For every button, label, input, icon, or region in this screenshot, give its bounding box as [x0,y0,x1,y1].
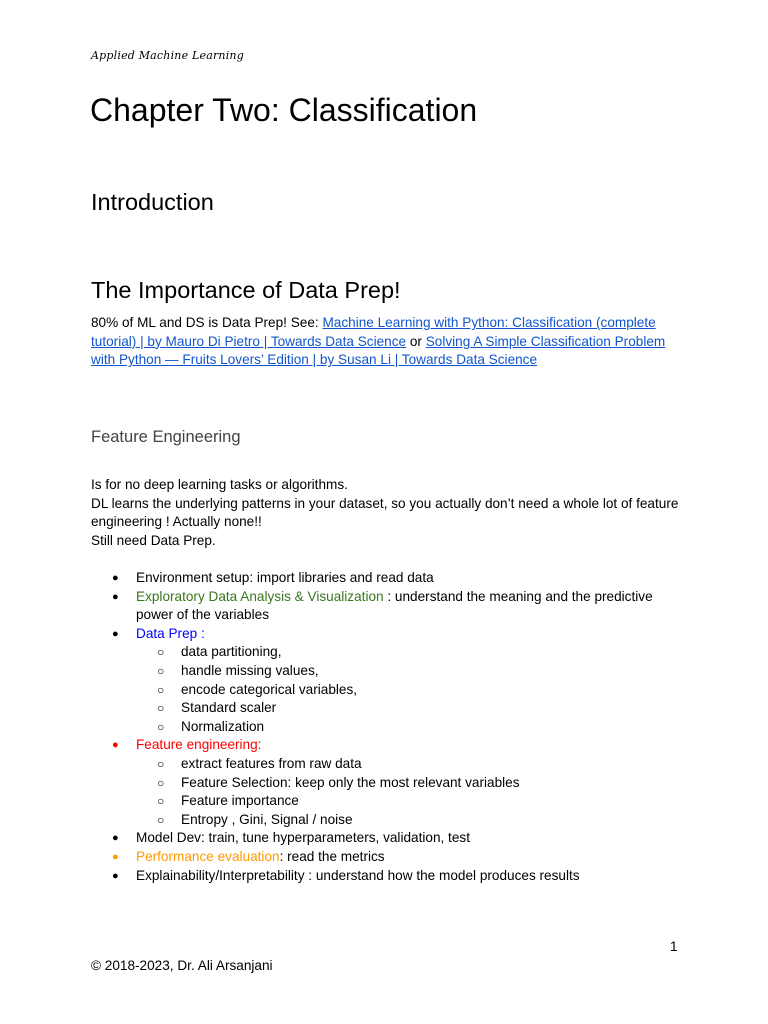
bullet-highlight-performance: Performance evaluation [136,848,280,864]
sub-list-feature-engineering [136,755,691,829]
bullet-icon: ● [112,627,119,640]
link-mauro-di-pietro[interactable]: Machine Learning with Python: Classification (complete tutorial) | by Mauro Di Pietro | Towards Data Science [91,315,656,349]
fe-line: Still need Data Prep. [91,532,216,548]
circle-bullet-icon: ○ [157,701,165,716]
sub-list-item [91,811,691,830]
intro-middle: or [406,333,426,349]
bullet-highlight-eda: Exploratory Data Analysis & Visualization [136,588,384,604]
circle-bullet-icon: ○ [157,663,165,678]
sub-item-text: data partitioning, [181,644,282,660]
circle-bullet-icon: ○ [157,756,165,771]
document-header-note: Applied Machine Learning [91,49,244,62]
sub-list-item [91,792,691,811]
circle-bullet-icon: ○ [157,794,165,809]
feature-engineering-paragraph [91,476,691,550]
sub-item-text: extract features from raw data [181,755,362,771]
list-item [91,625,691,737]
section-heading-introduction: Introduction [91,189,214,215]
list-item [91,829,691,848]
circle-bullet-icon: ○ [157,812,165,827]
circle-bullet-icon: ○ [157,682,165,697]
sub-item-text: Entropy , Gini, Signal / noise [181,811,353,827]
bullet-icon: ● [112,869,119,882]
circle-bullet-icon: ○ [157,775,165,790]
list-item [91,848,691,867]
bullet-text: Environment setup: import libraries and read data [136,570,434,585]
fe-line: DL learns the underlying patterns in your dataset, so you actually don’t need a whole lot of feature engineering ! Actually none!! [91,495,679,530]
bullet-text: : [197,625,205,641]
pipeline-bullet-list [91,569,691,885]
bullet-text: Explainability/Interpretability : understand how the model produces results [136,867,580,883]
bullet-highlight-data-prep: Data Prep [136,625,198,641]
sub-list-data-prep [136,643,691,736]
sub-item-text: Normalization [181,718,265,734]
list-item [91,588,691,625]
sub-item-text: Feature Selection: keep only the most relevant variables [181,774,520,790]
section-heading-data-prep: The Importance of Data Prep! [91,277,401,303]
sub-list-item [91,681,691,700]
intro-paragraph [91,314,686,370]
sub-item-text: encode categorical variables, [181,681,358,697]
sub-item-text: handle missing values, [181,662,319,678]
chapter-title: Chapter Two: Classification [90,92,478,128]
bullet-highlight-feature-engineering: Feature engineering: [136,737,262,753]
intro-prefix: 80% of ML and DS is Data Prep! See: [91,315,323,330]
sub-list-item [91,774,691,793]
copyright-footer: © 2018-2023, Dr. Ali Arsanjani [91,958,273,973]
list-item [91,867,691,886]
bullet-icon: ● [112,832,119,845]
sub-list-item [91,662,691,681]
bullet-text: Model Dev: train, tune hyperparameters, validation, test [136,830,470,846]
bullet-icon: ● [112,850,119,863]
link-susan-li[interactable]: Solving A Simple Classification Problem with Python — Fruits Lovers’ Edition | by Susan Li | Towards Data Science [91,333,666,368]
list-item [91,569,691,588]
sub-list-item [91,755,691,774]
sub-list-item [91,718,691,737]
circle-bullet-icon: ○ [157,645,165,660]
fe-line: Is for no deep learning tasks or algorithms. [91,477,348,492]
bullet-text: : read the metrics [279,848,385,864]
list-item [91,736,691,829]
bullet-icon: ● [112,572,119,584]
sub-list-item [91,699,691,718]
bullet-text: : understand the meaning and the predictive power of the variables [136,588,653,623]
subsection-heading-feature-engineering: Feature Engineering [91,428,241,446]
page-number: 1 [670,939,678,954]
sub-item-text: Feature importance [181,793,299,809]
bullet-icon: ● [112,739,119,752]
sub-list-item [91,643,691,662]
bullet-icon: ● [112,590,119,603]
circle-bullet-icon: ○ [157,719,165,734]
sub-item-text: Standard scaler [181,700,277,716]
